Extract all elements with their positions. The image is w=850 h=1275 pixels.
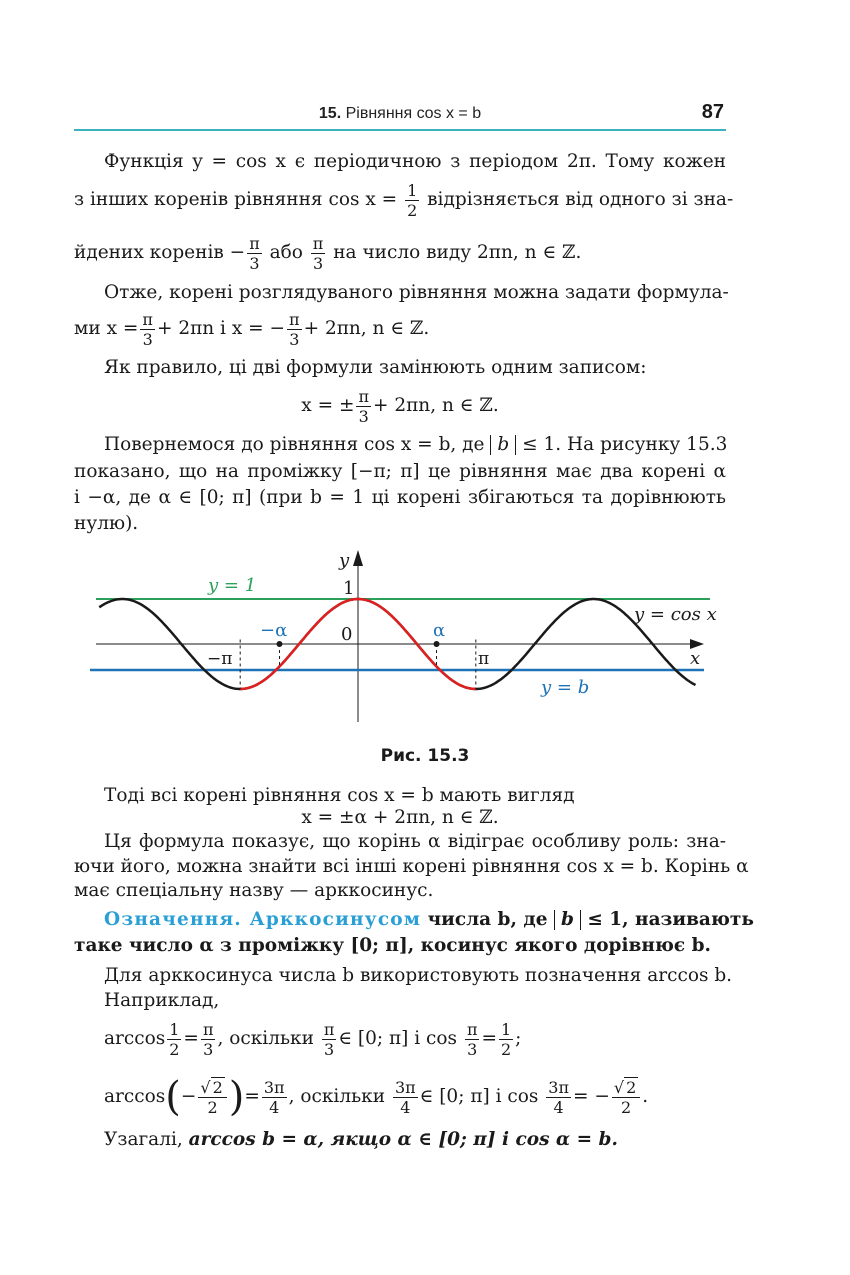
left-paren: ( (165, 1074, 181, 1120)
text-span: ∈ [0; π] і cos (338, 1028, 458, 1049)
text-span: = (244, 1086, 260, 1107)
text-span: ≤ 1. На рисунку 15.3 (522, 434, 728, 455)
denominator: 3 (203, 1039, 214, 1059)
numerator: π (323, 1019, 335, 1039)
label-one: 1 (343, 578, 355, 599)
label-zero: 0 (341, 624, 353, 645)
section-title-text: Рівняння cos x = b (345, 105, 482, 122)
denominator: 3 (323, 1039, 335, 1059)
text-line (74, 230, 726, 276)
text-line (74, 177, 734, 223)
denominator: 2 (407, 200, 418, 220)
fraction (465, 1020, 480, 1059)
abs-value: b (490, 435, 516, 455)
definition-line (104, 908, 754, 932)
denominator: 2 (169, 1039, 180, 1059)
text-span: − (180, 1086, 197, 1107)
sqrt-radicand: 2 (212, 1077, 223, 1097)
denominator: 4 (553, 1097, 564, 1117)
numerator: √ 2 (612, 1078, 640, 1098)
text-span: або (269, 242, 303, 263)
fraction (499, 1020, 513, 1059)
summary-formula: arccos b = α, якщо α ∈ [0; π] і cos α = b. (188, 1129, 618, 1150)
page-number: 87 (701, 101, 724, 123)
numerator: π (312, 233, 324, 253)
label-neg-pi: −π (207, 649, 233, 669)
numerator: 1 (169, 1019, 180, 1039)
fraction (167, 1020, 181, 1059)
fraction (356, 387, 371, 426)
fraction (247, 234, 262, 273)
text-span: ∈ [0; π] і cos (419, 1086, 539, 1107)
y-axis-arrow (353, 550, 363, 566)
text-line: і −α, де α ∈ [0; π] (при b = 1 ці корені збігаються та дорівнюють (74, 487, 726, 508)
text-span: arccos (104, 1028, 166, 1049)
text-line: ючи його, можна знайти всі інші корені рівняння cos x = b. Корінь α (74, 856, 749, 877)
y-axis-label: y (339, 550, 350, 571)
sqrt-radicand: 2 (626, 1077, 637, 1097)
text-span: Узагалі, (104, 1129, 183, 1150)
text-span: з інших коренів рівняння cos x = (74, 189, 398, 210)
text-line: нулю). (74, 513, 139, 534)
denominator: 3 (289, 329, 300, 349)
numerator: 1 (500, 1019, 512, 1039)
text-span: на число виду 2πn, n ∈ ℤ. (333, 242, 582, 263)
numerator: 3π (263, 1077, 285, 1097)
text-line (104, 1128, 726, 1152)
text-span: = − (572, 1086, 610, 1107)
text-line: показано, що на проміжку [−π; π] це рівняння має два корені α (74, 461, 726, 482)
fraction (393, 1078, 418, 1117)
numerator: π (249, 233, 260, 253)
fraction (405, 181, 419, 220)
page-header (74, 101, 726, 131)
numerator: 1 (407, 180, 418, 200)
text-line (74, 306, 726, 352)
fraction (287, 310, 302, 349)
text-span: = (481, 1028, 497, 1049)
denominator: 4 (400, 1097, 411, 1117)
text-line: Ця формула показує, що корінь α відіграє особливу роль: зна- (104, 831, 726, 852)
text-line: має спеціальну назву — арккосинус. (74, 880, 434, 901)
denominator: 3 (142, 329, 153, 349)
definition-term: Означення. Арккосинусом (104, 909, 422, 930)
text-span: відрізняється від одного зі зна- (427, 189, 734, 210)
text-span: + 2πn, n ∈ ℤ. (303, 318, 430, 339)
denominator: 3 (249, 253, 260, 273)
fraction (140, 310, 155, 349)
x-axis-label: x (690, 648, 701, 669)
section-title (74, 105, 726, 123)
text-span: arccos (104, 1086, 166, 1107)
numerator: π (142, 309, 153, 329)
abs-value: b (554, 910, 581, 930)
denominator: 3 (312, 253, 324, 273)
label-alpha: α (433, 620, 446, 641)
text-span: . (642, 1086, 649, 1107)
point-alpha (434, 641, 440, 647)
section-number: 15. (318, 105, 342, 122)
point-neg-alpha (276, 641, 282, 647)
label-y-equals-b: y = b (541, 677, 590, 698)
right-paren: ) (228, 1074, 245, 1120)
denominator: 3 (358, 406, 369, 426)
text-span: Повернемося до рівняння cos x = b, де (104, 434, 485, 455)
label-y-equals-1: y = 1 (208, 575, 257, 596)
label-y-equals-cos: y = cos x (634, 604, 717, 625)
text-span: ; (515, 1028, 522, 1049)
fraction (201, 1020, 216, 1059)
numerator: π (466, 1019, 478, 1039)
denominator: 2 (620, 1097, 632, 1117)
fraction (262, 1078, 287, 1117)
cosine-graph (0, 540, 850, 735)
numerator: 3π (394, 1077, 416, 1097)
text-line (104, 433, 726, 457)
fraction (311, 234, 326, 273)
fraction (322, 1020, 337, 1059)
definition-line: таке число α з проміжку [0; π], косинус якого дорівнює b. (74, 935, 711, 956)
example-line (104, 1070, 726, 1124)
label-neg-alpha: −α (260, 620, 288, 641)
text-line: Функція y = cos x є періодичною з періодом 2π. Тому кожен (104, 151, 726, 172)
example-line (104, 1016, 726, 1062)
text-span: x = ± (301, 395, 355, 416)
denominator: 2 (207, 1097, 218, 1117)
formula-line (74, 383, 726, 429)
text-span: ми x = (74, 318, 139, 339)
text-line: Наприклад, (104, 990, 220, 1011)
denominator: 3 (467, 1039, 478, 1059)
text-span: = (183, 1028, 199, 1049)
numerator: π (202, 1019, 214, 1039)
denominator: 2 (500, 1039, 512, 1059)
fraction (546, 1078, 571, 1117)
text-line: Як правило, ці дві формули замінюють одним записом: (104, 357, 647, 378)
numerator: 3π (548, 1077, 569, 1097)
label-pi: π (478, 649, 490, 669)
numerator: √ 2 (198, 1078, 226, 1098)
text-span: + 2πn і x = − (156, 318, 286, 339)
fraction (198, 1078, 226, 1117)
text-span: + 2πn, n ∈ ℤ. (372, 395, 499, 416)
text-span: , оскільки (217, 1028, 314, 1049)
fraction (612, 1078, 640, 1117)
text-span: ≤ 1, називають (587, 909, 754, 930)
numerator: π (358, 386, 369, 406)
text-line: Для арккосинуса числа b використовують позначення arccos b. (104, 965, 733, 986)
denominator: 4 (269, 1097, 280, 1117)
text-line: Отже, корені розглядуваного рівняння можна задати формула- (104, 282, 729, 303)
text-span: йдених коренів − (74, 242, 246, 263)
figure-caption: Рис. 15.3 (380, 746, 470, 766)
numerator: π (289, 309, 300, 329)
text-span: , оскільки (288, 1086, 386, 1107)
text-line: Тоді всі корені рівняння cos x = b мають вигляд (104, 785, 575, 806)
formula-line: x = ±α + 2πn, n ∈ ℤ. (301, 807, 499, 828)
text-span: числа b, де (427, 909, 548, 930)
